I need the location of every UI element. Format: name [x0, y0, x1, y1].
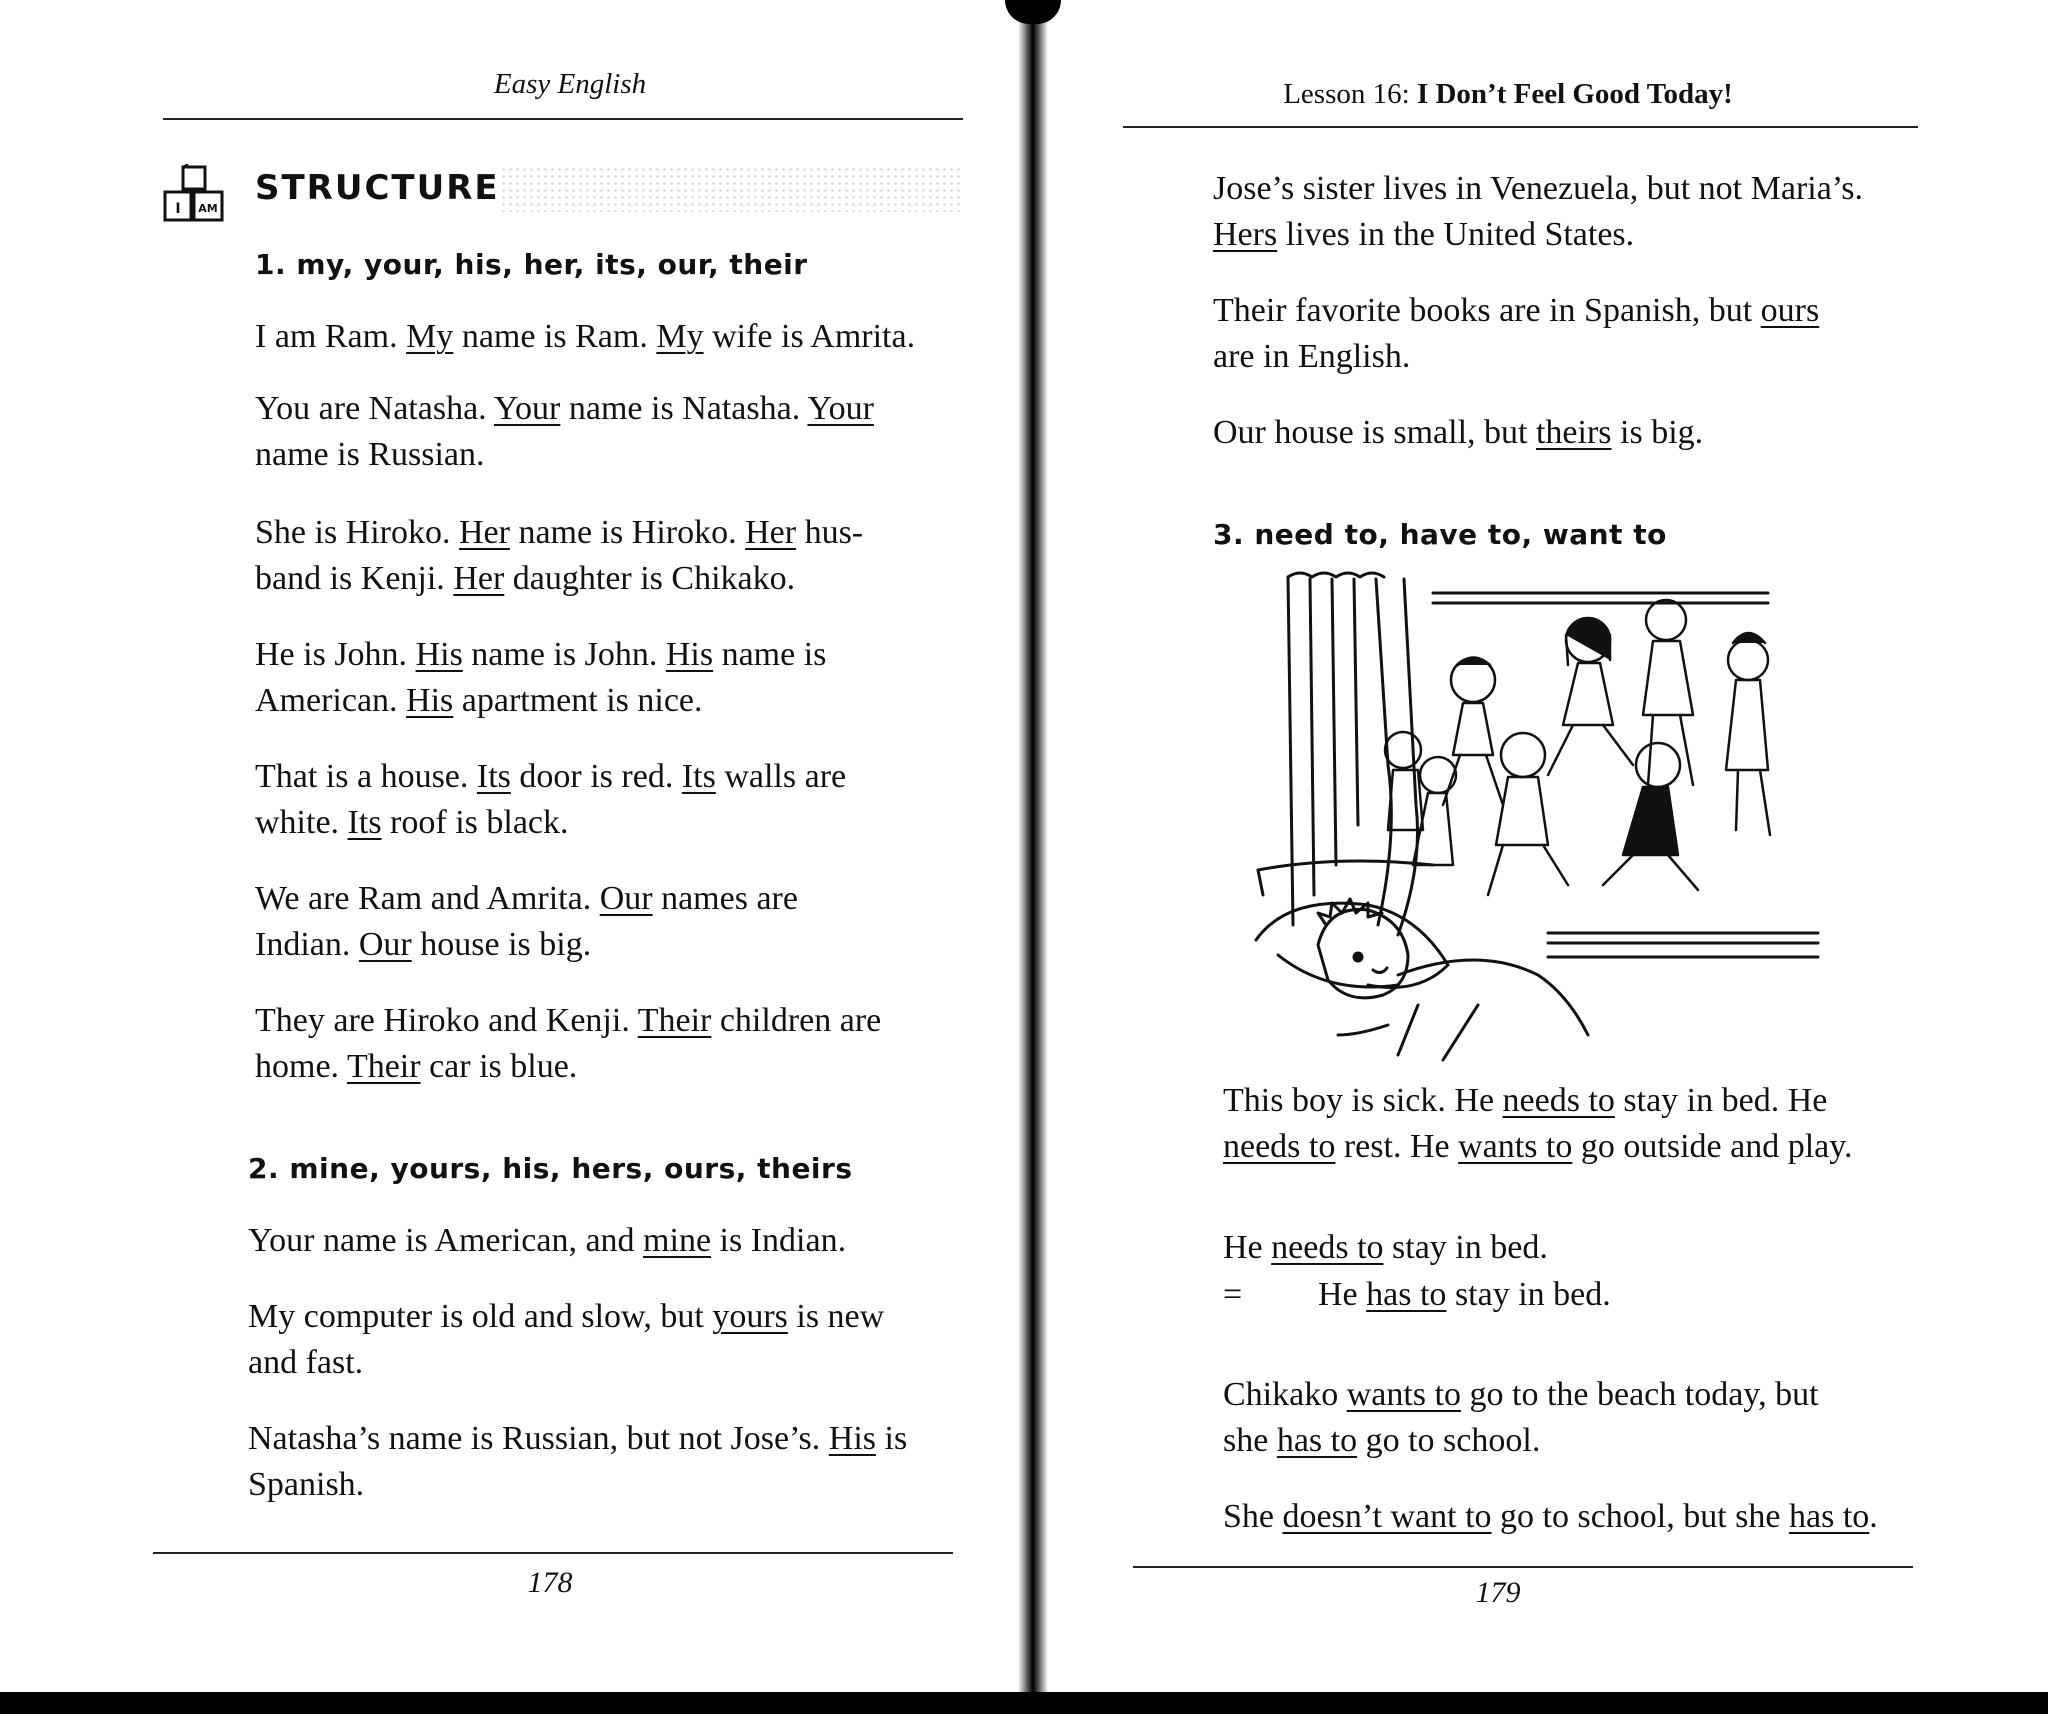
left-page [0, 0, 1020, 1714]
underlined-word: Her [745, 514, 797, 551]
footer-rule-right [1133, 1566, 1913, 1568]
paragraph: She doesn’t want to go to school, but she has to. [1223, 1498, 1878, 1535]
page-number-left: 178 [527, 1566, 573, 1599]
heading-possessive-pronouns: 2. mine, yours, his, hers, ours, theirs [248, 1152, 853, 1185]
footer-rule-left [153, 1552, 953, 1554]
heading-possessive-adjectives: 1. my, your, his, her, its, our, their [255, 248, 808, 281]
underlined-word: My [406, 318, 454, 355]
paragraph: Their favorite books are in Spanish, but ours are in English. [1213, 292, 1820, 375]
underlined-word: His [415, 636, 463, 673]
header-rule-left [163, 118, 963, 120]
sick-boy-illustration [1248, 565, 1848, 1065]
paragraph: My computer is old and slow, but yours is new and fast. [248, 1298, 885, 1381]
building-blocks-icon [163, 164, 225, 224]
paragraph: She is Hiroko. Her name is Hiroko. Her hus- band is Kenji. Her daughter is Chikako. [255, 514, 864, 597]
underlined-word: His [406, 682, 454, 719]
underlined-word: Their [346, 1048, 421, 1085]
underlined-word: has to [1789, 1498, 1870, 1535]
underlined-word: Hers [1213, 216, 1278, 253]
paragraph: You are Natasha. Your name is Natasha. Your name is Russian. [255, 390, 874, 473]
underlined-word: Our [358, 926, 412, 963]
lesson-label: Lesson 16: [1283, 78, 1417, 110]
underlined-word: wants to [1458, 1128, 1573, 1165]
equation-text: He has to stay in bed. [1318, 1276, 1611, 1313]
underlined-word: needs to [1271, 1229, 1384, 1266]
underlined-word: Your [493, 390, 561, 427]
lesson-title: I Don’t Feel Good Today! [1416, 78, 1733, 110]
scan-bottom-edge [0, 1692, 2048, 1714]
heading-modal-verbs: 3. need to, have to, want to [1213, 518, 1667, 551]
paragraph: Jose’s sister lives in Venezuela, but not Maria’s. Hers lives in the United States. [1213, 170, 1863, 253]
paragraph: This boy is sick. He needs to stay in bed. He needs to rest. He wants to go outside and play. [1223, 1082, 1853, 1165]
section-title: STRUCTURE [255, 168, 500, 208]
underlined-word: Your [807, 390, 874, 427]
underlined-word: Its [681, 758, 716, 795]
paragraph: Our house is small, but theirs is big. [1213, 414, 1704, 451]
paragraph: Chikako wants to go to the beach today, but she has to go to school. [1223, 1376, 1819, 1459]
running-head-right [1098, 78, 1918, 111]
underlined-word: My [656, 318, 704, 355]
underlined-word: yours [712, 1298, 788, 1335]
equals-sign: = [1223, 1276, 1243, 1313]
underlined-word: Her [459, 514, 510, 551]
underlined-word: Its [476, 758, 511, 795]
page-number-right: 179 [1475, 1576, 1521, 1609]
paragraph: He is John. His name is John. His name is American. His apartment is nice. [255, 636, 827, 719]
underlined-word: doesn’t want to [1282, 1498, 1492, 1535]
paragraph: We are Ram and Amrita. Our names are Indian. Our house is big. [255, 880, 798, 963]
underlined-word: wants to [1346, 1376, 1461, 1413]
paragraph: I am Ram. My name is Ram. My wife is Amrita. [255, 318, 916, 355]
equation-line [1223, 1272, 1611, 1318]
underlined-word: ours [1760, 292, 1820, 329]
underlined-word: theirs [1535, 414, 1612, 451]
header-rule-right [1123, 126, 1918, 128]
title-texture [500, 166, 960, 212]
right-page [1048, 0, 2048, 1714]
underlined-word: needs to [1223, 1128, 1336, 1165]
paragraph: That is a house. Its door is red. Its walls are white. Its roof is black. [255, 758, 847, 841]
underlined-word: has to [1276, 1422, 1358, 1459]
running-head-left: Easy English [493, 68, 647, 100]
underlined-word: mine [643, 1222, 712, 1259]
paragraph: He needs to stay in bed. [1223, 1229, 1548, 1266]
paragraph: They are Hiroko and Kenji. Their children are home. Their car is blue. [255, 1002, 882, 1085]
underlined-word: Its [347, 804, 382, 841]
underlined-word: Their [637, 1002, 712, 1039]
underlined-word: Our [599, 880, 653, 917]
underlined-word: His [665, 636, 714, 673]
underlined-word: needs to [1502, 1082, 1615, 1119]
paragraph: Your name is American, and mine is Indian. [248, 1222, 847, 1259]
book-gutter [1018, 0, 1048, 1714]
underlined-word: has to [1366, 1276, 1447, 1313]
underlined-word: His [828, 1420, 877, 1457]
underlined-word: Her [453, 560, 505, 597]
block-letter-am: AM [198, 202, 218, 215]
paragraph: Natasha’s name is Russian, but not Jose’s. His is Spanish. [248, 1420, 908, 1503]
block-letter-i: I [175, 201, 181, 217]
